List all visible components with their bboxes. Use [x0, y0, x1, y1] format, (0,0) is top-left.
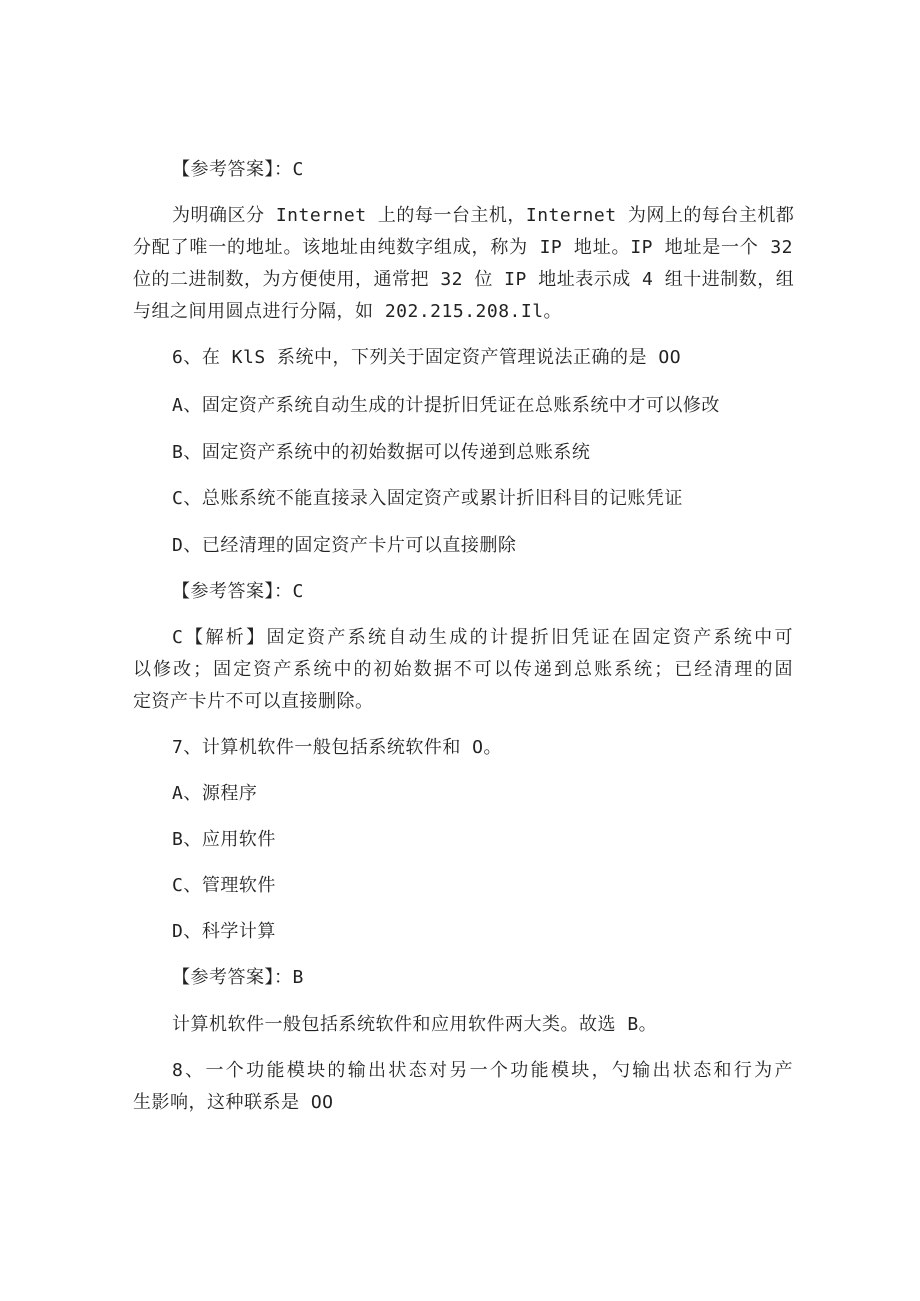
- q5-explanation-line-1: 为明确区分 Internet 上的每一台主机，Internet 为网上的每台主机都: [172, 205, 795, 226]
- q7-explanation: 计算机软件一般包括系统软件和应用软件两大类。故选 B。: [172, 1014, 658, 1035]
- q7-answer: 【参考答案】：B: [172, 967, 304, 988]
- q7-option-d: D、科学计算: [172, 921, 276, 942]
- q6-option-d: D、已经清理的固定资产卡片可以直接删除: [172, 535, 517, 556]
- q6-option-a: A、固定资产系统自动生成的计提折旧凭证在总账系统中才可以修改: [172, 395, 720, 416]
- q6-answer: 【参考答案】：C: [172, 581, 304, 602]
- q6-explanation-line-3: 定资产卡片不可以直接删除。: [133, 691, 374, 712]
- q5-explanation-line-2: 分配了唯一的地址。该地址由纯数字组成，称为 IP 地址。IP 地址是一个 32: [133, 237, 793, 258]
- q8-question-line-2: 生影响，这种联系是 OO: [133, 1092, 334, 1113]
- q5-explanation-line-4: 与组之间用圆点进行分隔，如 202.215.208.Il。: [133, 301, 563, 322]
- q6-option-b: B、固定资产系统中的初始数据可以传递到总账系统: [172, 442, 591, 463]
- q6-question: 6、在 KlS 系统中，下列关于固定资产管理说法正确的是 OO: [172, 347, 682, 368]
- q7-option-b: B、应用软件: [172, 829, 276, 850]
- q8-question-line-1: 8、一个功能模块的输出状态对另一个功能模块，勺输出状态和行为产: [172, 1060, 793, 1081]
- q6-explanation-line-2: 以修改；固定资产系统中的初始数据不可以传递到总账系统；已经清理的固: [133, 659, 793, 680]
- q5-explanation-line-3: 位的二进制数，为方便使用，通常把 32 位 IP 地址表示成 4 组十进制数，组: [133, 269, 795, 290]
- q7-option-c: C、管理软件: [172, 875, 276, 896]
- q6-explanation-line-1: C【解析】固定资产系统自动生成的计提折旧凭证在固定资产系统中可: [172, 627, 793, 648]
- q7-question: 7、计算机软件一般包括系统软件和 O。: [172, 737, 503, 758]
- q5-answer: 【参考答案】：C: [172, 159, 304, 180]
- q7-option-a: A、源程序: [172, 783, 258, 804]
- q6-option-c: C、总账系统不能直接录入固定资产或累计折旧科目的记账凭证: [172, 488, 683, 509]
